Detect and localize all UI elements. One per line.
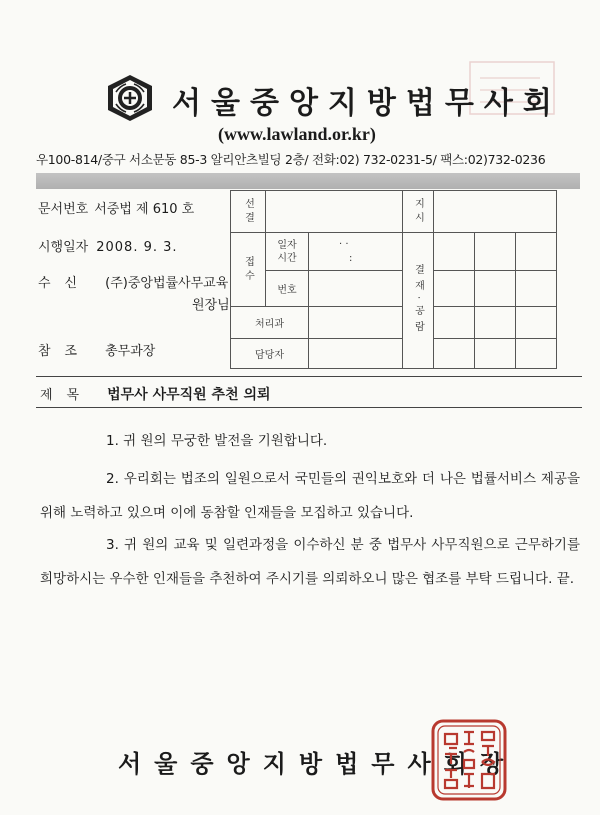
instruction-cell [403, 191, 434, 233]
decision-label: 선결 [242, 197, 254, 226]
approval-slot [434, 307, 475, 339]
recipient [38, 272, 228, 291]
association-emblem-icon [104, 72, 156, 124]
processing-dept-value-cell [309, 307, 403, 339]
approval-table [230, 190, 557, 369]
decision-cell [231, 191, 266, 233]
recipient-title: 원장님 [192, 298, 230, 313]
approval-slot [475, 271, 516, 307]
approval-slot [516, 307, 557, 339]
execution-date-label: 시행일자 [38, 240, 89, 255]
body-paragraph-2: 2. 우리회는 법조의 일원으로서 국민들의 권익보호와 더 나은 법률서비스 제공을 위해 노력하고 있으며 이에 동참할 인재들을 모집하고 있습니다. [40, 471, 580, 521]
time-value: : [349, 252, 353, 264]
website-url: (www.lawland.or.kr) [218, 124, 376, 144]
instruction-label: 지시 [412, 197, 424, 226]
receipt-cell [231, 233, 266, 307]
approval-slot [475, 307, 516, 339]
number-value-cell [309, 271, 403, 307]
recipient-value: (주)중앙법률사무교육 [105, 276, 229, 291]
recipient-label: 수신 [38, 276, 92, 291]
approval-slot [516, 339, 557, 369]
organization-title: 서울중앙지방법무사회 [172, 86, 562, 121]
number-label: 번호 [266, 271, 309, 307]
receipt-label: 접수 [242, 255, 254, 284]
person-in-charge-value-cell [309, 339, 403, 369]
execution-date-value: 2008. 9. 3. [96, 240, 178, 255]
person-in-charge-label: 담당자 [231, 339, 309, 369]
subject-value: 법무사 사무직원 추천 의뢰 [107, 387, 271, 403]
execution-date [38, 236, 178, 255]
header-divider-bar [36, 173, 580, 189]
contact-address: 우100-814/중구 서소문동 85-3 알리안츠빌딩 2층/ 전화:02) 732-0231-5/ 팩스:02)732-0236 [36, 152, 546, 167]
approval-slot [434, 233, 475, 271]
approval-slot [475, 339, 516, 369]
official-seal-icon [430, 718, 508, 802]
approval-label: 결재·공람 [412, 263, 424, 338]
subject [40, 384, 271, 404]
reference [38, 340, 155, 359]
approval-slot [516, 271, 557, 307]
date-value: · · [339, 238, 349, 250]
body-paragraph-1: 1. 귀 원의 무궁한 발전을 기원합니다. [106, 433, 328, 449]
approval-slot [475, 233, 516, 271]
document-number-value: 서중법 제 610 호 [94, 202, 195, 217]
approval-slot [434, 271, 475, 307]
signature-line: 서울중앙지방법무사회장 [118, 749, 517, 778]
approval-cell [403, 233, 434, 369]
document-number [38, 198, 194, 217]
reference-value: 총무과장 [105, 344, 156, 359]
document-number-label: 문서번호 [38, 202, 89, 217]
datetime-value-cell [309, 233, 403, 271]
approval-slot [434, 339, 475, 369]
datetime-label: 일자 시간 [266, 233, 309, 271]
reference-label: 참조 [38, 344, 92, 359]
decision-value-cell [266, 191, 403, 233]
approval-slot [516, 233, 557, 271]
subject-label: 제목 [40, 388, 94, 403]
processing-dept-label: 처리과 [231, 307, 309, 339]
body-paragraph-3: 3. 귀 원의 교육 및 일련과정을 이수하신 분 중 법무사 사무직원으로 근무하기를 희망하시는 우수한 인재들을 추천하여 주시기를 의뢰하오니 많은 협조를 부탁 드립니다. 끝. [40, 537, 580, 587]
instruction-value-cell [434, 191, 557, 233]
